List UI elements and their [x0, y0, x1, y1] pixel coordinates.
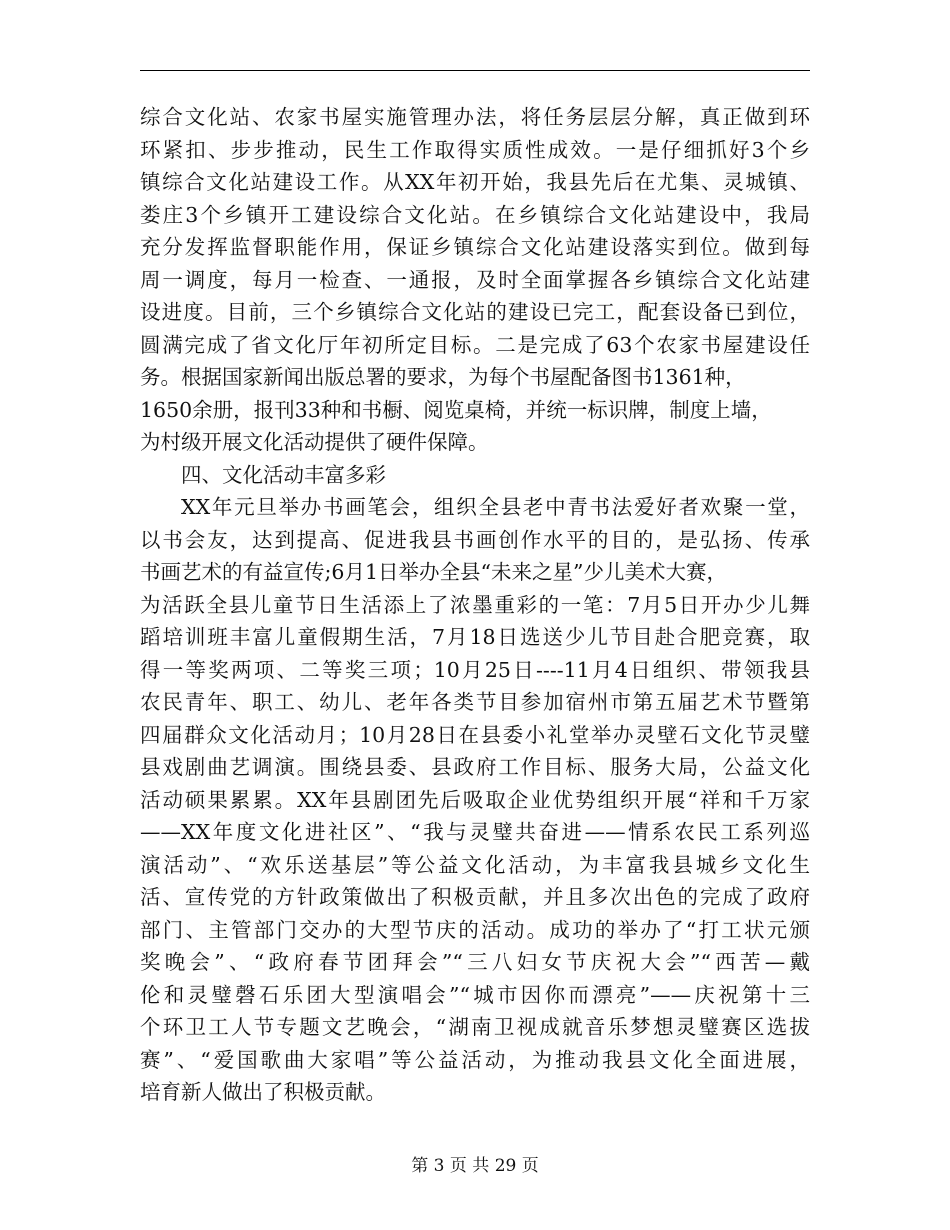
body-text [140, 101, 810, 1109]
text-line: 伦和灵璧磬石乐团大型演唱会”“城市因你而漂亮”——庆祝第十三 [140, 982, 810, 1007]
text-line: 演活动”、“欢乐送基层”等公益文化活动，为丰富我县城乡文化生 [140, 852, 810, 877]
text-line: 奖晚会”、“政府春节团拜会”“三八妇女节庆祝大会”“西苦—戴 [140, 950, 810, 974]
text-line: 设进度。目前，三个乡镇综合文化站的建设已完工，配套设备已到位， [140, 300, 810, 324]
text-line: 镇综合文化站建设工作。从XX年初开始，我县先后在尤集、灵城镇、 [140, 170, 810, 194]
text-line: 综合文化站、农家书屋实施管理办法，将任务层层分解，真正做到环 [140, 105, 810, 129]
text-line: 以书会友，达到提高、促进我县书画创作水平的目的，是弘扬、传承 [140, 527, 810, 552]
text-line: 县戏剧曲艺调演。围绕县委、县政府工作目标、服务大局，公益文化 [140, 755, 810, 779]
text-line: 培育新人做出了积极贡献。 [140, 1080, 386, 1104]
text-line: 充分发挥监督职能作用，保证乡镇综合文化站建设落实到位。做到每 [140, 235, 810, 259]
text-line: 个环卫工人节专题文艺晚会，“湖南卫视成就音乐梦想灵璧赛区选拔 [140, 1015, 810, 1039]
text-line: 赛”、“爱国歌曲大家唱”等公益活动，为推动我县文化全面进展， [140, 1047, 810, 1072]
text-line: 为村级开展文化活动提供了硬件保障。 [140, 430, 489, 454]
text-line: 活动硕果累累。XX年县剧团先后吸取企业优势组织开展“祥和千万家 [140, 787, 810, 812]
text-line: 部门、主管部门交办的大型节庆的活动。成功的举办了“打工状元颁 [140, 917, 810, 942]
text-line: 蹈培训班丰富儿童假期生活，7月18日选送少儿节目赴合肥竞赛，取 [140, 625, 810, 649]
text-line: 1650余册，报刊33种和书橱、阅览桌椅，并统一标识牌，制度上墙， [140, 397, 772, 422]
text-line: 娄庄3个乡镇开工建设综合文化站。在乡镇综合文化站建设中，我局 [140, 202, 810, 227]
text-line: 务。根据国家新闻出版总署的要求，为每个书屋配备图书1361种， [140, 365, 746, 389]
text-line: 周一调度，每月一检查、一通报，及时全面掌握各乡镇综合文化站建 [140, 267, 810, 292]
header-rule [140, 70, 810, 71]
text-line: 为活跃全县儿童节日生活添上了浓墨重彩的一笔：7月5日开办少儿舞 [140, 592, 810, 617]
text-line: 书画艺术的有益宣传;6月1日举办全县“未来之星”少儿美术大赛， [140, 560, 727, 584]
text-line: 圆满完成了省文化厅年初所定目标。二是完成了63个农家书屋建设任 [140, 332, 810, 357]
text-line: 四届群众文化活动月；10月28日在县委小礼堂举办灵壁石文化节灵璧 [140, 722, 810, 747]
text-line: 得一等奖两项、二等奖三项；10月25日----11月4日组织、带领我县 [140, 657, 810, 682]
text-line: 农民青年、职工、幼儿、老年各类节目参加宿州市第五届艺术节暨第 [140, 690, 810, 714]
page-number-footer: 第 3 页 共 29 页 [411, 1156, 539, 1176]
text-line: 活、宣传党的方针政策做出了积极贡献，并且多次出色的完成了政府 [140, 885, 810, 909]
text-line: 环紧扣、步步推动，民生工作取得实质性成效。一是仔细抓好3个乡 [140, 137, 810, 162]
text-line: XX年元旦举办书画笔会，组织全县老中青书法爱好者欢聚一堂， [181, 495, 810, 519]
text-line: ——XX年度文化进社区”、“我与灵璧共奋进——情系农民工系列巡 [140, 820, 810, 844]
text-line: 四、文化活动丰富多彩 [181, 462, 386, 487]
